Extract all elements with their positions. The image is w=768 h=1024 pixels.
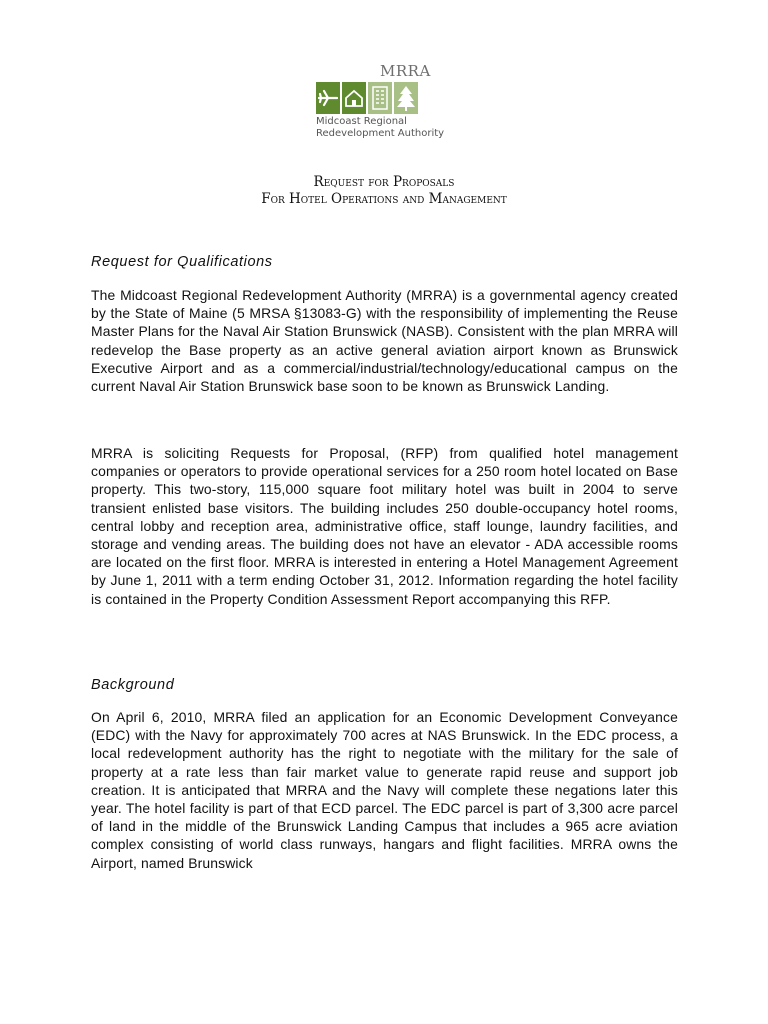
- paragraph-rfp-solicitation: MRRA is soliciting Requests for Proposal, (RFP) from qualified hotel management companies or operators to provide operational services for a 250 room hotel located on Base property. This two-story, 115,000 square foot military hotel was built in 2004 to serve transient enlisted base visitors. The building includes 250 double-occupancy hotel rooms, central lobby and reception area, administrative office, staff lounge, laundry facilities, and storage and vending areas. The building does not have an elevator - ADA accessible rooms are located on the first floor. MRRA is interested in entering a Hotel Management Agreement by June 1, 2011 with a term ending October 31, 2012. Information regarding the hotel facility is contained in the Property Condition Assessment Report accompanying this RFP.: [91, 445, 678, 607]
- title-line1: Request for Proposals: [313, 174, 455, 190]
- airplane-icon: [316, 82, 340, 114]
- mrra-logo: [314, 62, 448, 140]
- section-heading-qualifications: Request for Qualifications: [91, 254, 273, 270]
- logo-tiles: [316, 82, 418, 116]
- logo-org-line2: Redevelopment Authority: [316, 128, 445, 139]
- logo-abbr: MRRA: [380, 62, 431, 80]
- tree-icon: [394, 82, 418, 114]
- logo-org-line1: Midcoast Regional: [316, 116, 407, 127]
- paragraph-mrra-intro: The Midcoast Regional Redevelopment Authority (MRRA) is a governmental agency created by the State of Maine (5 MRSA §13083-G) with the responsibility of implementing the Reuse Master Plans for the Naval Air Station Brunswick (NASB). Consistent with the plan MRRA will redevelop the Base property as an active general aviation airport known as Brunswick Executive Airport and as a commercial/industrial/technology/educational campus on the current Naval Air Station Brunswick base soon to be known as Brunswick Landing.: [91, 287, 678, 395]
- title-line2: For Hotel Operations and Management: [261, 191, 507, 207]
- house-icon: [342, 82, 366, 114]
- section-heading-background: Background: [91, 677, 175, 693]
- paragraph-background: On April 6, 2010, MRRA filed an application for an Economic Development Conveyance (EDC) with the Navy for approximately 700 acres at NAS Brunswick. In the EDC process, a local redevelopment authority has the right to negotiate with the military for the sale of property at a rate less than fair market value to generate rapid reuse and support job creation. It is anticipated that MRRA and the Navy will complete these negations later this year. The hotel facility is part of that ECD parcel. The EDC parcel is part of 3,300 acre parcel of land in the middle of the Brunswick Landing Campus that includes a 965 acre aviation complex consisting of world class runways, hangars and flight facilities. MRRA owns the Airport, named Brunswick: [91, 709, 678, 871]
- building-icon: [368, 82, 392, 114]
